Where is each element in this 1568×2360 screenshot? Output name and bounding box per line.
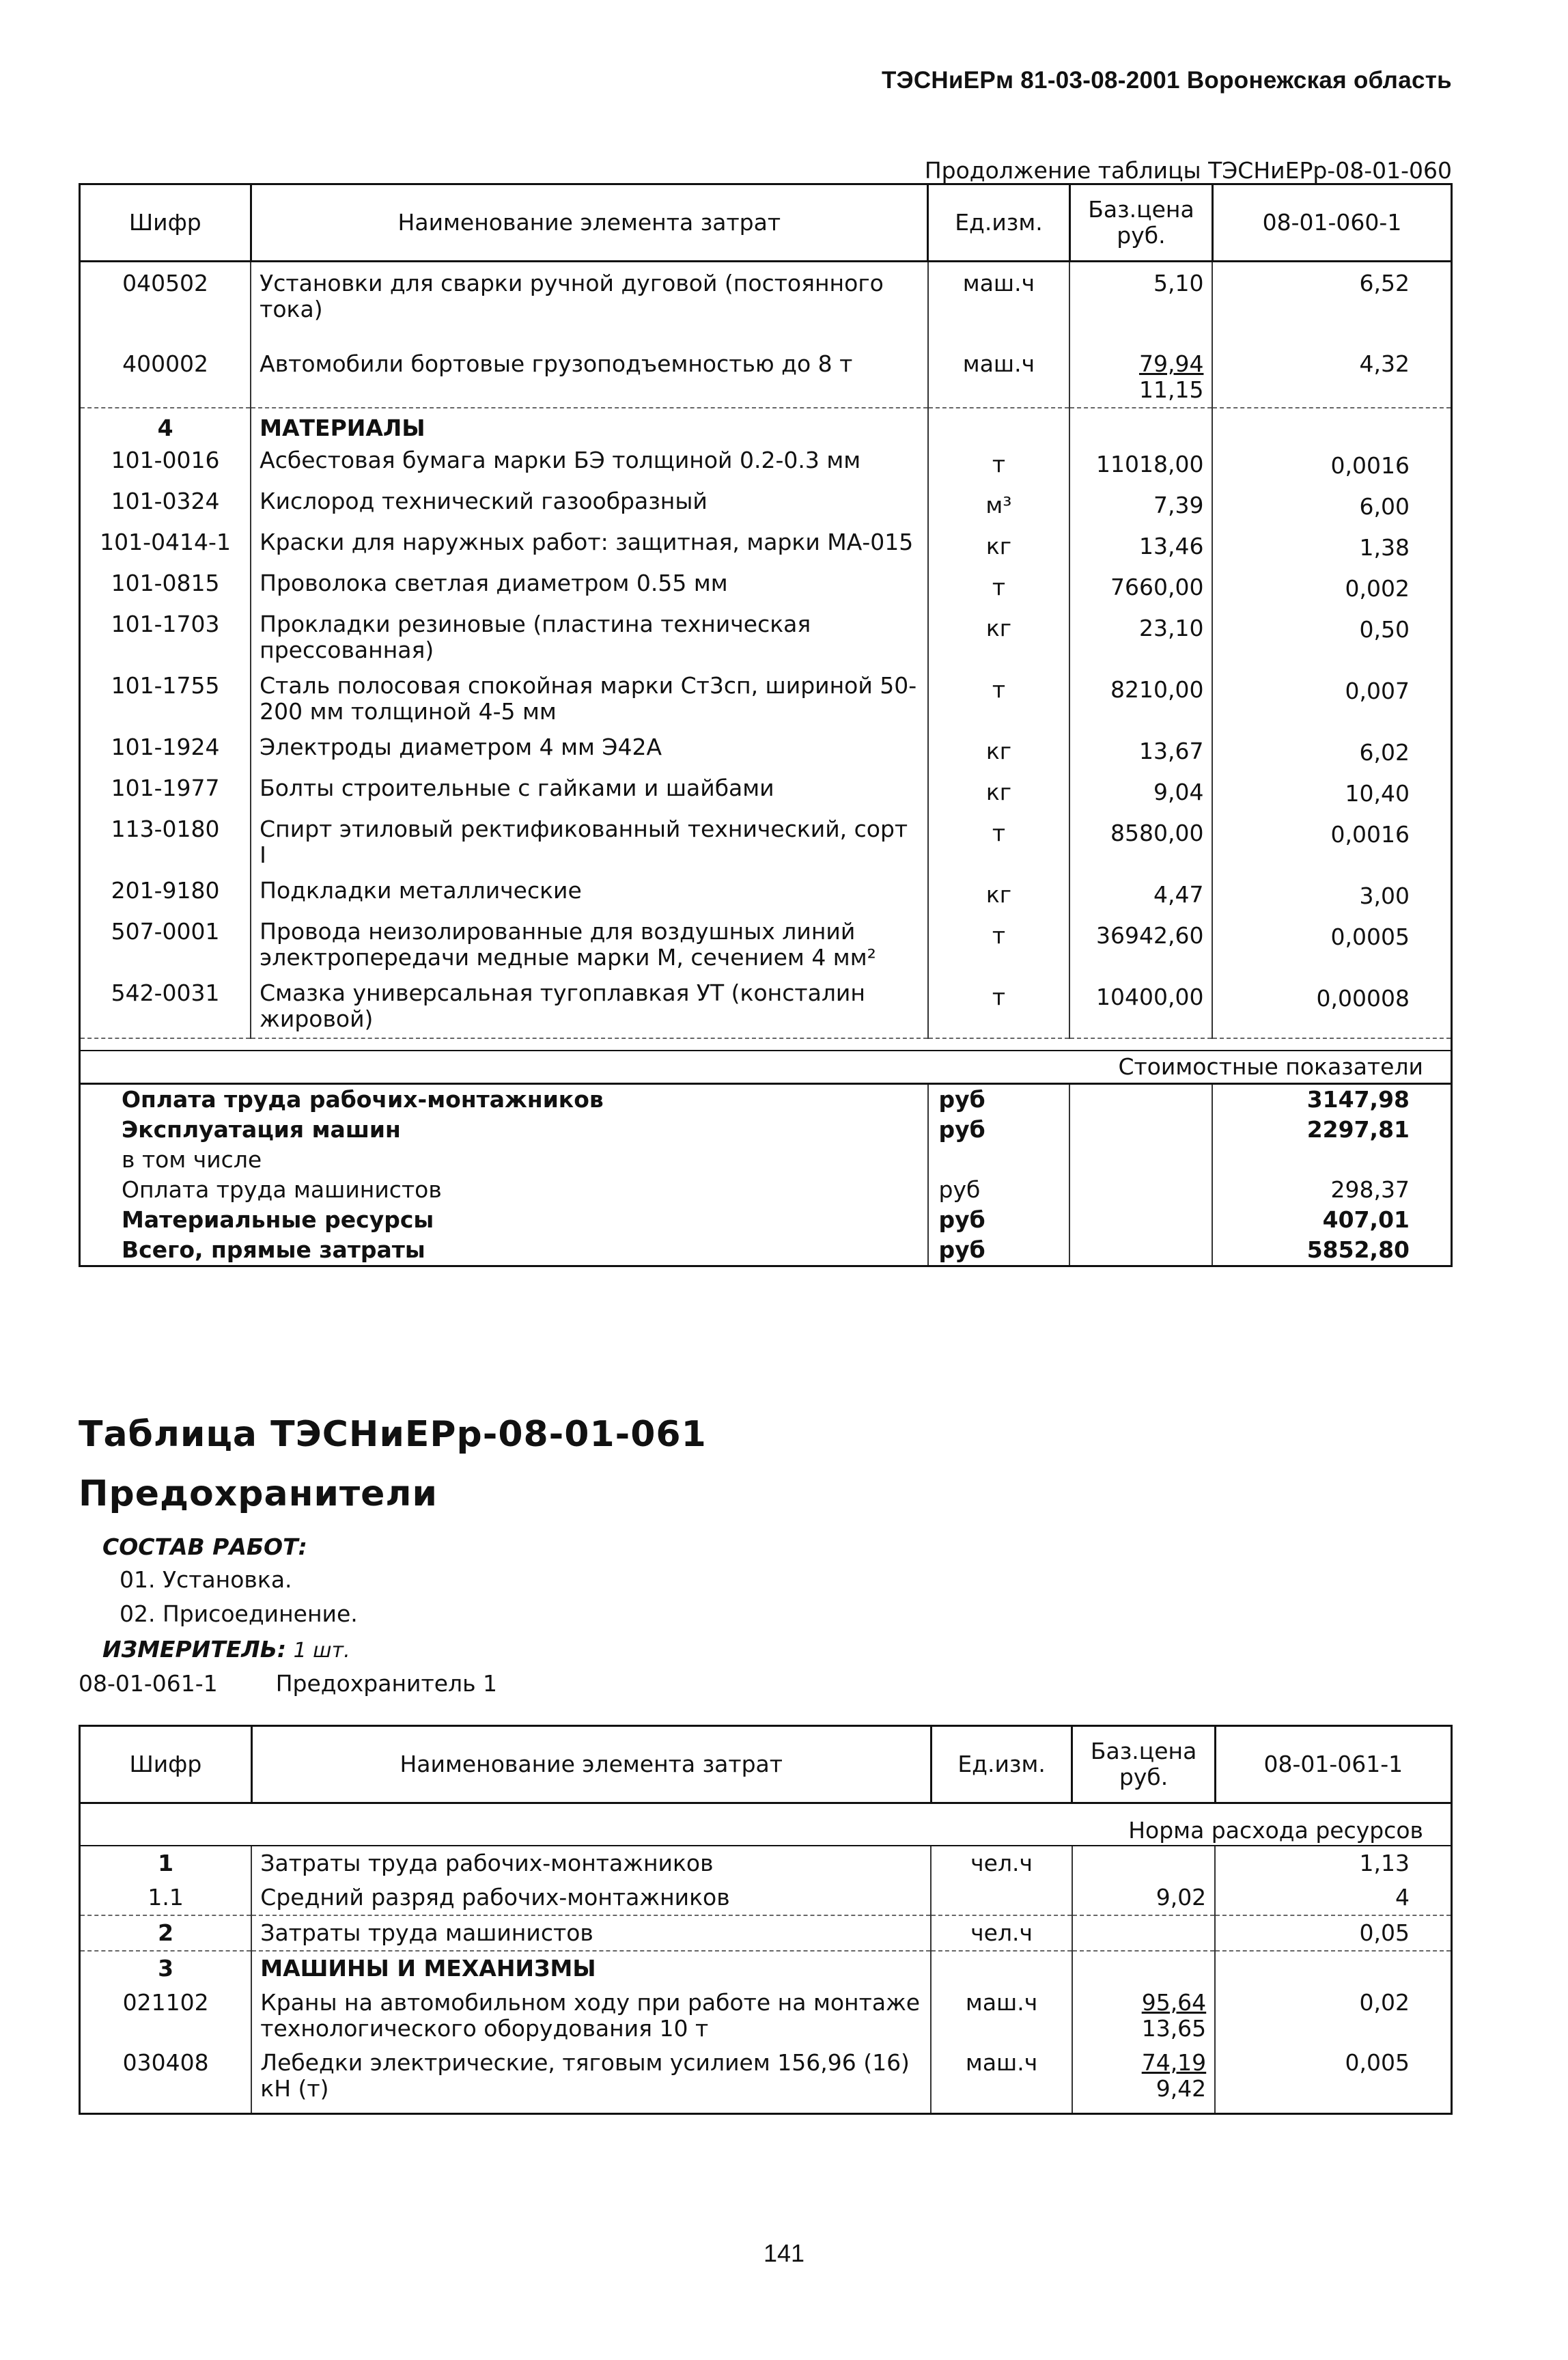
row-name: Сталь полосовая спокойная марки Ст3сп, шириной 50-200 мм толщиной 4-5 мм [251,669,927,730]
table-row [80,669,1452,730]
table-header-row [80,184,1452,262]
table-row [80,2046,1452,2114]
row-value: 0,0005 [1212,915,1451,976]
summary-unit: руб [928,1175,1070,1205]
header-price: Баз.цена руб. [1069,184,1212,262]
table-row [80,1986,1452,2046]
row-value [1212,408,1451,443]
row-unit: кг [928,771,1070,812]
header-name: Наименование элемента затрат [251,184,927,262]
running-header: ТЭСНиЕРм 81-03-08-2001 Воронежская область [881,67,1452,94]
separator-row [80,1038,1452,1051]
table-continuation-caption: Продолжение таблицы ТЭСНиЕРр-08-01-060 [924,157,1452,184]
row-value: 0,05 [1215,1915,1451,1951]
price-value: 74,19 [1141,2049,1207,2076]
summary-unit: руб [928,1115,1070,1145]
row-code: 400002 [122,350,209,377]
header-name: Наименование элемента затрат [251,1726,931,1803]
table-subtitle: Предохранители [79,1473,438,1514]
price-cell [1072,2046,1215,2114]
norm-label: Норма расхода ресурсов [1128,1817,1423,1844]
row-name: Проволока светлая диаметром 0.55 мм [251,566,927,607]
table-row [80,812,1452,874]
summary-unit: руб [928,1084,1070,1115]
work-heading: СОСТАВ РАБОТ: [102,1533,307,1560]
price-cell [1072,1951,1215,1986]
work-item: 02. Присоединение. [120,1600,358,1627]
price-value: 79,94 [1138,350,1204,377]
price-cell [1072,1846,1215,1880]
summary-row [80,1145,1452,1175]
item-code: 08-01-061-1 [79,1670,218,1697]
row-code: 101-1924 [111,734,220,760]
measure-label: ИЗМЕРИТЕЛЬ: [102,1636,287,1663]
table-row [80,730,1452,771]
cost-table-060 [79,183,1453,1267]
price-cell [1069,1145,1212,1175]
row-code: 113-0180 [111,816,220,842]
table-row [80,771,1452,812]
row-code: 2 [80,1915,252,1951]
header-code: Шифр [80,1726,252,1803]
summary-unit [928,1145,1070,1175]
header-unit: Ед.изм. [931,1726,1072,1803]
price-value: 9,02 [1156,1884,1207,1911]
summary-row [80,1115,1452,1145]
item-name: Предохранитель 1 [275,1670,498,1697]
summary-unit: руб [928,1235,1070,1266]
group-name: МАТЕРИАЛЫ [251,408,927,443]
summary-value [1212,1145,1451,1175]
row-unit: маш.ч [931,2046,1072,2114]
row-unit: кг [928,525,1070,566]
row-value: 0,002 [1212,566,1451,607]
price-cell [1069,408,1212,443]
table-row [80,484,1452,525]
summary-row [80,1084,1452,1115]
row-value: 6,00 [1212,484,1451,525]
row-code: 101-0324 [111,488,220,514]
measure-value: 1 шт. [293,1639,350,1663]
row-value: 6,02 [1212,730,1451,771]
row-code: 101-1977 [111,775,220,801]
price-cell: 11018,00 [1069,443,1212,484]
row-name: Провода неизолированные для воздушных линий электропередачи медные марки М, сечением 4 мм² [251,915,927,976]
row-name: Затраты труда рабочих-монтажников [251,1846,931,1880]
row-code: 101-0016 [111,447,220,473]
price-cell [1069,1175,1212,1205]
price-cell [1069,1115,1212,1145]
price-cell: 23,10 [1069,607,1212,669]
row-code: 1 [80,1846,252,1880]
table-row [80,342,1452,408]
row-unit: т [928,812,1070,874]
row-code: 1.1 [148,1884,184,1911]
table-title: Таблица ТЭСНиЕРр-08-01-061 [79,1414,707,1455]
row-name: Смазка универсальная тугоплавкая УТ (консталин жировой) [251,976,927,1038]
summary-row [80,1205,1452,1235]
price-cell: 4,47 [1069,874,1212,915]
row-unit: кг [928,730,1070,771]
table-row [80,525,1452,566]
table-row [80,874,1452,915]
price-cell: 8580,00 [1069,812,1212,874]
row-name: Кислород технический газообразный [251,484,927,525]
group-header-row [80,408,1452,443]
row-unit: чел.ч [931,1915,1072,1951]
row-unit: т [928,976,1070,1038]
row-code: 3 [80,1951,252,1986]
row-value: 0,00008 [1212,976,1451,1038]
row-unit: маш.ч [928,262,1070,342]
measure-line [102,1636,350,1663]
row-code: 021102 [122,1989,209,2016]
summary-name: Эксплуатация машин [122,1116,401,1143]
row-code: 040502 [122,270,209,296]
price-value: 95,64 [1141,1989,1207,2016]
row-name: Асбестовая бумага марки БЭ толщиной 0.2-0.3 мм [251,443,927,484]
header-price: Баз.цена руб. [1072,1726,1215,1803]
table-row [80,443,1452,484]
row-name: Подкладки металлические [251,874,927,915]
header-value: 08-01-060-1 [1212,184,1451,262]
table-row [80,607,1452,669]
row-unit: маш.ч [931,1986,1072,2046]
row-name: Лебедки электрические, тяговым усилием 156,96 (16) кН (т) [251,2046,931,2114]
row-unit: т [928,915,1070,976]
row-code: 030408 [122,2049,209,2076]
summary-value: 407,01 [1212,1205,1451,1235]
header-code: Шифр [80,184,251,262]
summary-value: 2297,81 [1212,1115,1451,1145]
row-name: Краски для наружных работ: защитная, марки МА-015 [251,525,927,566]
table-row [80,976,1452,1038]
price-secondary: 9,42 [1156,2075,1207,2102]
row-unit [931,1951,1072,1986]
row-value: 4,32 [1212,342,1451,408]
table-body [80,262,1452,1266]
summary-value: 3147,98 [1212,1084,1451,1115]
price-cell [1069,1235,1212,1266]
cost-table-061 [79,1725,1453,2115]
row-value: 0,0016 [1212,812,1451,874]
table-row [80,1951,1452,1986]
summary-name: Всего, прямые затраты [80,1235,928,1266]
row-value: 1,13 [1215,1846,1451,1880]
row-value: 0,007 [1212,669,1451,730]
row-unit [928,408,1070,443]
price-cell: 13,67 [1069,730,1212,771]
row-value: 0,005 [1215,2046,1451,2114]
price-cell: 7,39 [1069,484,1212,525]
price-cell [1069,342,1212,408]
row-name: Средний разряд рабочих-монтажников [251,1880,931,1915]
row-name: Спирт этиловый ректификованный технический, сорт I [251,812,927,874]
norm-label-row [80,1803,1452,1846]
row-name: Краны на автомобильном ходу при работе на монтаже технологического оборудования 10 т [251,1986,931,2046]
price-cell [1069,1084,1212,1115]
work-item: 01. Установка. [120,1566,292,1593]
price-cell: 8210,00 [1069,669,1212,730]
price-secondary: 11,15 [1138,376,1204,403]
header-unit: Ед.изм. [928,184,1070,262]
row-name: Затраты труда машинистов [251,1915,931,1951]
row-name: Автомобили бортовые грузоподъемностью до 8 т [251,342,927,408]
table-header-row [80,1726,1452,1803]
row-unit: т [928,566,1070,607]
row-code: 101-1703 [111,611,220,637]
row-unit: кг [928,607,1070,669]
row-value: 1,38 [1212,525,1451,566]
row-code: 201-9180 [111,877,220,904]
price-value: 5,10 [1153,270,1204,296]
price-cell: 7660,00 [1069,566,1212,607]
cost-indicators-row [80,1051,1452,1084]
row-unit [931,1880,1072,1915]
table-row [80,1880,1452,1915]
page-number: 141 [763,2239,805,2267]
price-cell [1069,1205,1212,1235]
price-cell [1072,1915,1215,1951]
row-value: 4 [1215,1880,1451,1915]
row-name: Болты строительные с гайками и шайбами [251,771,927,812]
row-code: 101-0815 [111,570,220,596]
summary-unit: руб [928,1205,1070,1235]
table-row [80,1846,1452,1880]
row-name: Электроды диаметром 4 мм Э42А [251,730,927,771]
row-unit: маш.ч [928,342,1070,408]
row-name: Прокладки резиновые (пластина техническая прессованная) [251,607,927,669]
table-row [80,1915,1452,1951]
cost-indicators-label: Стоимостные показатели [80,1051,1452,1084]
table-body [80,1803,1452,2114]
price-cell [1069,262,1212,342]
row-value: 3,00 [1212,874,1451,915]
row-value: 0,50 [1212,607,1451,669]
separator-cell [80,1038,1452,1051]
price-cell: 36942,60 [1069,915,1212,976]
table-row [80,262,1452,342]
row-name: Установки для сварки ручной дуговой (постоянного тока) [251,262,927,342]
row-unit: кг [928,874,1070,915]
summary-name: Оплата труда рабочих-монтажников [80,1084,928,1115]
row-value: 10,40 [1212,771,1451,812]
row-value: 0,02 [1215,1986,1451,2046]
row-value: 6,52 [1212,262,1451,342]
row-value [1215,1951,1451,1986]
price-cell [1072,1986,1215,2046]
summary-row [80,1175,1452,1205]
summary-name: Оплата труда машинистов [122,1176,442,1203]
table-row [80,915,1452,976]
row-code: 101-0414-1 [100,529,231,555]
group-code: 4 [80,408,251,443]
row-unit: т [928,669,1070,730]
price-cell [1072,1880,1215,1915]
price-cell: 10400,00 [1069,976,1212,1038]
row-unit: т [928,443,1070,484]
summary-name: Материальные ресурсы [122,1206,434,1233]
summary-row [80,1235,1452,1266]
row-unit: м³ [928,484,1070,525]
summary-value: 298,37 [1212,1175,1451,1205]
row-code: 507-0001 [111,918,220,945]
item-line [79,1670,497,1697]
row-code: 542-0031 [111,980,220,1006]
row-value: 0,0016 [1212,443,1451,484]
header-value: 08-01-061-1 [1215,1726,1451,1803]
row-unit: чел.ч [931,1846,1072,1880]
summary-value: 5852,80 [1212,1235,1451,1266]
table-row [80,566,1452,607]
price-cell: 9,04 [1069,771,1212,812]
row-name: МАШИНЫ И МЕХАНИЗМЫ [251,1951,931,1986]
price-cell: 13,46 [1069,525,1212,566]
summary-name: в том числе [122,1146,262,1173]
row-code: 101-1755 [111,672,220,699]
price-secondary: 13,65 [1141,2015,1207,2042]
